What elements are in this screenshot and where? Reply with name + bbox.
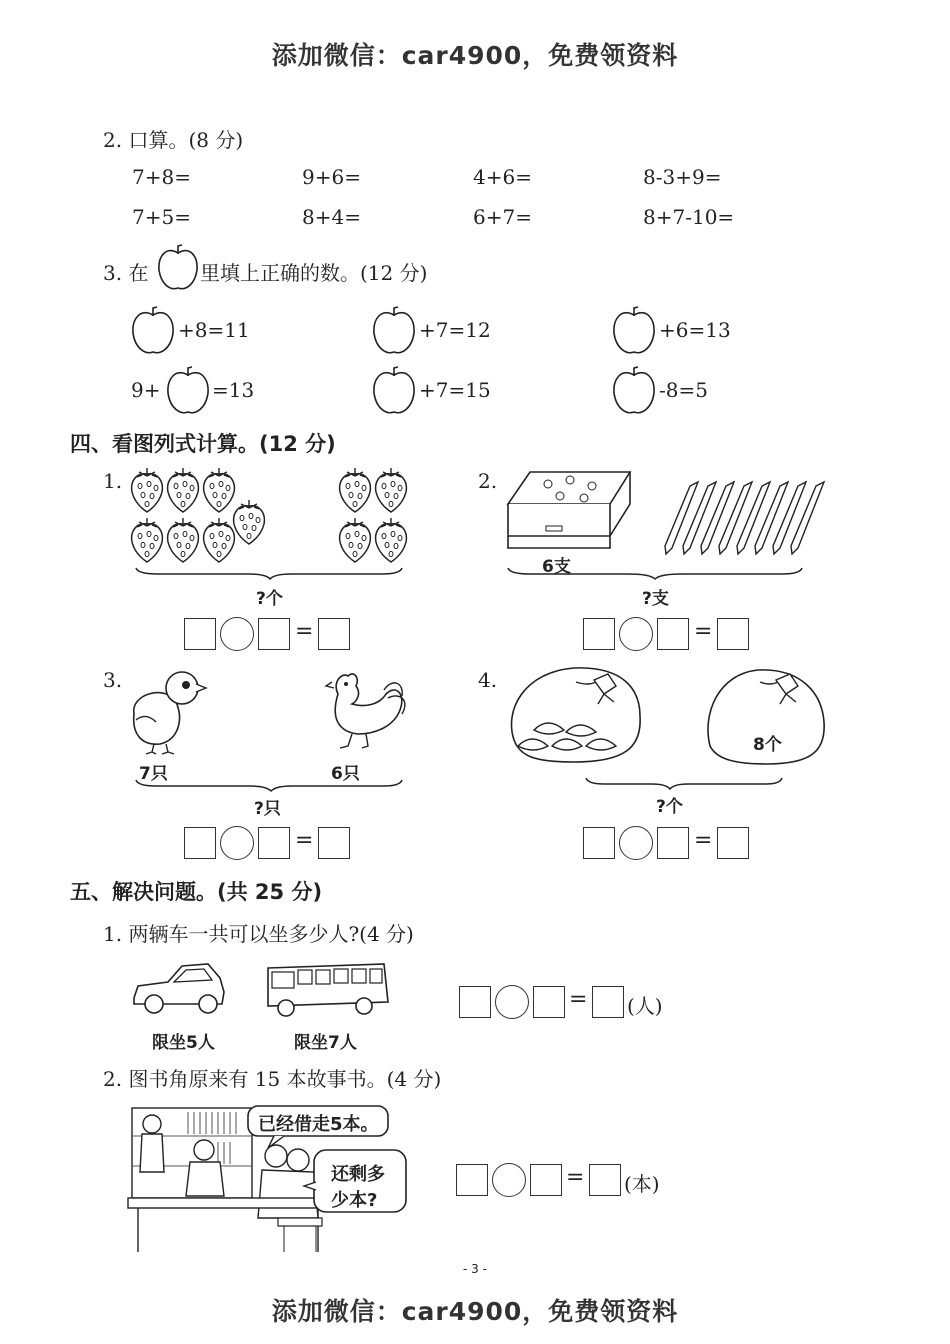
answer-box[interactable] bbox=[589, 1164, 621, 1196]
answer-box[interactable] bbox=[592, 986, 624, 1018]
p4-number: 4. bbox=[478, 668, 498, 692]
p3-left-label: 7只 bbox=[139, 764, 168, 784]
apple-blank-icon[interactable] bbox=[611, 306, 657, 356]
apple-icon bbox=[156, 244, 200, 292]
p1-number: 1. bbox=[103, 469, 123, 493]
answer-box[interactable] bbox=[530, 1164, 562, 1196]
answer-box[interactable] bbox=[459, 986, 491, 1018]
operator-circle[interactable] bbox=[495, 985, 529, 1019]
answer-box[interactable] bbox=[318, 827, 350, 859]
answer-box[interactable] bbox=[318, 618, 350, 650]
apple-blank-icon[interactable] bbox=[130, 306, 176, 356]
p4-bag-label: 8个 bbox=[753, 735, 782, 755]
answer-box[interactable] bbox=[583, 618, 615, 650]
unit-books: (本) bbox=[624, 1172, 660, 1196]
equals-sign: = bbox=[569, 987, 588, 1012]
equals-sign: = bbox=[694, 828, 713, 853]
q3-item-pre: 9+ bbox=[131, 378, 161, 402]
equals-sign: = bbox=[566, 1165, 585, 1190]
operator-circle[interactable] bbox=[492, 1163, 526, 1197]
watermark-top: 添加微信：car4900，免费领资料 bbox=[271, 41, 679, 70]
q2-item: 8+7-10= bbox=[643, 205, 735, 229]
answer-box[interactable] bbox=[717, 618, 749, 650]
equals-sign: = bbox=[295, 828, 314, 853]
s5-q2-title: 2. 图书角原来有 15 本故事书。(4 分) bbox=[103, 1067, 442, 1091]
p2-total-label: ?支 bbox=[642, 589, 669, 609]
equals-sign: = bbox=[694, 619, 713, 644]
unit-people: (人) bbox=[627, 994, 663, 1018]
q2-item: 9+6= bbox=[302, 165, 361, 189]
operator-circle[interactable] bbox=[220, 826, 254, 860]
q3-title-post: 里填上正确的数。(12 分) bbox=[200, 261, 428, 285]
operator-circle[interactable] bbox=[220, 617, 254, 651]
watermark-bottom: 添加微信：car4900，免费领资料 bbox=[271, 1297, 679, 1326]
answer-box[interactable] bbox=[258, 827, 290, 859]
apple-blank-icon[interactable] bbox=[611, 366, 657, 416]
p3-number: 3. bbox=[103, 668, 123, 692]
q2-item: 8+4= bbox=[302, 205, 361, 229]
apple-blank-icon[interactable] bbox=[165, 366, 211, 416]
q3-title-pre: 3. 在 bbox=[103, 261, 149, 285]
car-label: 限坐5人 bbox=[152, 1033, 215, 1053]
operator-circle[interactable] bbox=[619, 617, 653, 651]
p3-total-label: ?只 bbox=[254, 799, 281, 819]
section-5-title: 五、解决问题。(共 25 分) bbox=[70, 880, 323, 904]
p3-right-label: 6只 bbox=[331, 764, 360, 784]
speech-bubble-remaining-line1: 还剩多 bbox=[331, 1164, 385, 1185]
dumpling-bags-picture bbox=[504, 660, 834, 792]
answer-box[interactable] bbox=[533, 986, 565, 1018]
answer-box[interactable] bbox=[657, 618, 689, 650]
operator-circle[interactable] bbox=[619, 826, 653, 860]
q2-item: 7+8= bbox=[132, 165, 191, 189]
s5-q1-title: 1. 两辆车一共可以坐多少人?(4 分) bbox=[103, 922, 414, 946]
answer-box[interactable] bbox=[717, 827, 749, 859]
q3-item-expr: =13 bbox=[212, 378, 255, 402]
q2-title: 2. 口算。(8 分) bbox=[103, 128, 244, 152]
page-number: - 3 - bbox=[463, 1262, 487, 1276]
car-bus-picture bbox=[128, 958, 398, 1024]
p2-box-label: 6支 bbox=[542, 557, 571, 577]
answer-box[interactable] bbox=[583, 827, 615, 859]
q2-item: 6+7= bbox=[473, 205, 532, 229]
apple-blank-icon[interactable] bbox=[371, 306, 417, 356]
p4-total-label: ?个 bbox=[656, 797, 683, 817]
q3-item-expr: +8=11 bbox=[178, 318, 250, 342]
speech-bubble-remaining-line2: 少本? bbox=[331, 1190, 378, 1211]
chick-rooster-picture bbox=[126, 664, 416, 792]
q3-item-expr: +7=15 bbox=[419, 378, 491, 402]
answer-box[interactable] bbox=[184, 827, 216, 859]
q3-item-expr: +6=13 bbox=[659, 318, 731, 342]
equals-sign: = bbox=[295, 619, 314, 644]
speech-bubble-borrowed: 已经借走5本。 bbox=[258, 1114, 379, 1135]
q2-item: 7+5= bbox=[132, 205, 191, 229]
q3-item-expr: -8=5 bbox=[659, 378, 708, 402]
p2-number: 2. bbox=[478, 469, 498, 493]
answer-box[interactable] bbox=[657, 827, 689, 859]
bus-label: 限坐7人 bbox=[294, 1033, 357, 1053]
section-4-title: 四、看图列式计算。(12 分) bbox=[70, 432, 336, 456]
q2-item: 4+6= bbox=[473, 165, 532, 189]
answer-box[interactable] bbox=[184, 618, 216, 650]
p1-total-label: ?个 bbox=[256, 589, 283, 609]
q3-item-expr: +7=12 bbox=[419, 318, 491, 342]
apple-blank-icon[interactable] bbox=[371, 366, 417, 416]
answer-box[interactable] bbox=[456, 1164, 488, 1196]
q2-item: 8-3+9= bbox=[643, 165, 722, 189]
answer-box[interactable] bbox=[258, 618, 290, 650]
